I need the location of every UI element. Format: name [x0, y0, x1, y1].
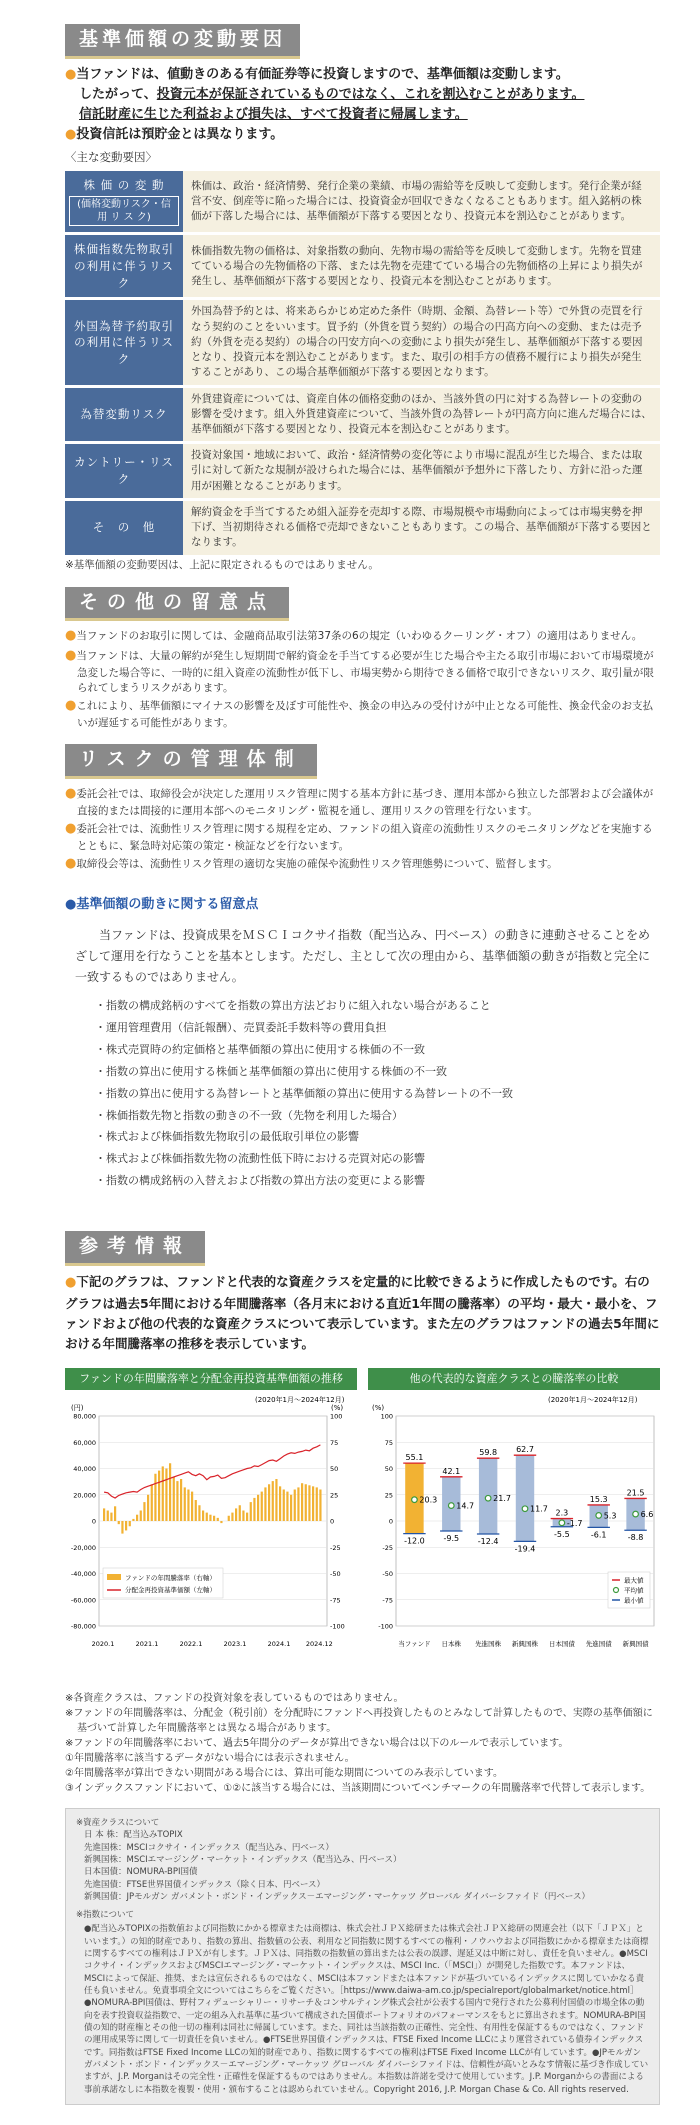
return-bar: [165, 1468, 167, 1521]
return-bar: [316, 1487, 318, 1521]
reason-item: ・ 株式および株価指数先物取引の最低取引単位の影響: [95, 1129, 660, 1145]
y-tick-label: -100: [378, 1622, 393, 1631]
return-bar: [107, 1510, 109, 1521]
charts-row: [65, 1368, 660, 1685]
y-axis-unit: (%): [372, 1403, 385, 1412]
avg-value-label: 21.7: [493, 1493, 511, 1503]
bullet-text: 委託会社では、取締役会が決定した運用リスク管理に関する基本方針に基づき、運用本部から独立した部署および会議体が直接的または間接的に運用本部へのモニタリング・監視を通し、運用リスクの管理を行ないます。: [76, 788, 654, 817]
bullet-item: [65, 647, 660, 696]
reason-item: ・ 指数の算出に使用する為替レートと基準価額の算出に使用する為替レートの不一致: [95, 1086, 660, 1102]
min-value-label: -9.5: [443, 1533, 460, 1543]
max-value-label: 55.1: [405, 1452, 424, 1462]
bullet-text: 当ファンドは、大量の解約が発生し短期間で解約資金を手当てする必要が生じた場合や主たる取引市場において市場環境が急変した場合等に、一時的に組入資産の流動性が低下し、市場実勢から期待できる価格で取引できないリスク、取引量が限られてしまうリスクがあります。: [76, 650, 654, 695]
nav-movement-heading-text: 基準価額の動きに関する留意点: [76, 897, 259, 912]
other-notes-list: [65, 627, 660, 731]
avg-value-label: 14.7: [456, 1501, 475, 1511]
return-bar: [103, 1508, 105, 1521]
left-tick-label: -40,000: [70, 1569, 96, 1578]
x-tick-label: 2022.1: [179, 1639, 203, 1648]
min-value-label: -19.4: [514, 1543, 536, 1553]
risk-key: [65, 171, 183, 233]
legend-swatch-bar: [107, 1574, 121, 1580]
return-bar: [283, 1489, 285, 1521]
return-bar: [143, 1502, 145, 1521]
reason-item: ・ 運用管理費用（信託報酬）、売買委託手数料等の費用負担: [95, 1020, 660, 1036]
index-title: ※指数について: [76, 1910, 134, 1921]
return-bar: [132, 1518, 134, 1520]
return-bar: [228, 1515, 230, 1520]
return-bar: [118, 1521, 120, 1524]
lead-line-3: 信託財産に生じた利益および損失は、すべて投資者に帰属します。: [79, 106, 468, 122]
asset-class-title: ※資産クラスについて: [76, 1817, 160, 1828]
asset-class-list: [76, 1829, 649, 1903]
x-tick-label: 2023.1: [223, 1639, 247, 1648]
left-axis-unit: (円): [71, 1403, 84, 1412]
right-tick-label: 100: [330, 1412, 343, 1421]
left-tick-label: -20,000: [70, 1543, 96, 1552]
return-bar: [242, 1510, 244, 1521]
lead-block: [65, 65, 660, 146]
return-bar: [294, 1489, 296, 1521]
bullet-icon: ●: [65, 897, 77, 912]
range-bar: [516, 1455, 534, 1541]
risk-description: 投資対象国・地域において、政治・経済情勢の変化等により市場に混乱が生じた場合、または取引に対して新たな規制が設けられた場合には、基準価額が予想外に下落したり、方針に沿った運用が困難となることがあります。: [183, 444, 660, 498]
risk-key-label: そ の 他: [92, 520, 156, 535]
avg-marker: [485, 1495, 491, 1501]
return-bar: [162, 1466, 164, 1521]
min-value-label: -6.1: [590, 1529, 607, 1539]
right-tick-label: -25: [330, 1543, 341, 1552]
risk-description: 株価は、政治・経済情勢、発行企業の業績、市場の需給等を反映して変動します。発行企業が経営不安、倒産等に陥った場合には、投資資金が回収できなくなることもあります。組入銘柄の株価が下落した場合には、基準価額が下落する要因となり、投資元本を割込むことがあります。: [183, 171, 660, 233]
bullet-item: [65, 820, 660, 854]
risk-key-label: 株価指数先物取引の利用に伴うリスク: [74, 242, 174, 290]
risk-row: [65, 235, 660, 297]
chart-note: ②年間騰落率が算出できない期間がある場合には、算出可能な期間についてのみ表示しています。: [65, 1767, 503, 1779]
avg-value-label: 11.7: [530, 1504, 548, 1514]
avg-value-label: 5.3: [603, 1510, 617, 1520]
risk-key: [65, 388, 183, 442]
min-value-label: -12.0: [404, 1536, 425, 1546]
min-value-label: -5.5: [554, 1529, 570, 1539]
bullet-item: [65, 855, 660, 874]
max-value-label: 59.8: [479, 1447, 498, 1457]
risk-key-label: 株 価 の 変 動: [83, 177, 165, 192]
right-tick-label: 50: [330, 1464, 339, 1473]
category-label: 新興国株: [512, 1639, 538, 1648]
section-heading-nav-factors: 基準価額の変動要因: [65, 24, 300, 59]
bullet-icon: ●: [65, 1274, 77, 1290]
right-tick-label: 25: [330, 1490, 339, 1499]
risk-key: [65, 501, 183, 555]
return-bar: [261, 1491, 263, 1520]
avg-marker: [522, 1505, 528, 1511]
return-bar: [180, 1479, 182, 1521]
chart-notes: [65, 1691, 660, 1796]
bullet-text: 当ファンドのお取引に関しては、金融商品取引法第37条の6の規定（いわゆるクーリング・オフ）の適用はありません。: [76, 630, 643, 643]
bullet-icon: ●: [65, 698, 77, 714]
avg-marker: [559, 1520, 565, 1526]
chart-note: ※ファンドの年間騰落率において、過去5年間分のデータが算出できない場合は以下のルールで表示しています。: [65, 1737, 569, 1749]
max-value-label: 2.3: [555, 1508, 569, 1518]
return-bar: [250, 1502, 252, 1521]
return-bar: [206, 1512, 208, 1520]
index-disclaimer: ●配当込みTOPIXの指数値および同指数にかかる標章または商標は、株式会社ＪＰＸ総研または株式会社ＪＰＸ総研の関連会社（以下「ＪＰＸ」といいます。）の知的財産であり、指数の算出、指数値の公表、利用など同指数に関するすべての権利・ノウハウおよび同指数にかかる標章または商標に関するすべての権利はＪＰＸが有します。ＪＰＸは、同指数の指数値の算出または公表の誤謬、遅延又は中断に対し、責任を負いません。●MSCIコクサイ・インデックスおよびMSCIエマージング・マーケット・インデックスは、MSCI Inc.（「MSCI」）が開発した指数です。本ファンドは、MSCIによって保証、推奨、または宣伝されるものではなく、MSCIは本ファンドまたは本ファンドが基づいているインデックスに関していかなる責任も負いません。免責事項全文についてはこちらをご覧ください。［https://www.daiwa-am.co.jp/specialreport/globalmarket/notice.html］●NOMURA-BPI国債は、野村フィデューシャリー・リサーチ＆コンサルティング株式会社が公表する国内で発行された公募利付国債の市場全体の動向を表す投資収益指数で、一定の組み入れ基準に基づいて構成された国債ポートフォリオのパフォーマンスをもとに算出されます。NOMURA-BPI国債の知的財産権とその他一切の権利は同社に帰属しています。また、同社は当該指数の正確性、完全性、有用性を保証するものではなく、ファンドの運用成果等に関して一切責任を負いません。●FTSE世界国債インデックスは、FTSE Fixed Income LLCにより運営されている債券インデックスです。同指数はFTSE Fixed Income LLCの知的財産であり、指数に関するすべての権利はFTSE Fixed Income LLCが有しています。●JPモルガン ガバメント・ボンド・インデックス－エマージング・マーケッツ グローバル ダイバーシファイドは、信頼性が高いとみなす情報に基づき作成していますが、J.P. Morganはその完全性・正確性を保証するものではありません。本指数は許諾を受けて使用しています。J.P. Morganからの書面による事前承諾なしに本指数を複製・使用・頒布することは認められていません。Copyright 2016, J.P. Morgan Chase & Co. All rights reserved.: [84, 1924, 649, 2095]
asset-class-item: 新興国株：MSCIエマージング・マーケット・インデックス（配当込み、円ベース）: [84, 1854, 402, 1865]
y-tick-label: 75: [384, 1438, 393, 1447]
avg-marker: [633, 1511, 639, 1517]
risk-row: [65, 171, 660, 233]
risk-row: [65, 300, 660, 384]
left-chart: [65, 1368, 357, 1685]
lead-line-1: 当ファンドは、値動きのある有価証券等に投資しますので、基準価額は変動します。: [76, 66, 569, 82]
return-bar: [305, 1484, 307, 1521]
risk-key-sub: (価格変動リスク・信 用 リ ス ク): [69, 196, 179, 226]
nav-movement-heading: [65, 896, 660, 915]
return-bar: [217, 1517, 219, 1520]
avg-marker: [448, 1502, 454, 1508]
legend-label: 分配金再投資基準価額（左軸）: [125, 1585, 216, 1594]
risk-description: 外国為替予約とは、将来あらかじめ定めた条件（時期、金額、為替レート等）で外貨の売買を行なう契約のことをいいます。買予約（外貨を買う契約）の場合の円高方向への変動、または売予約（外貨を売る契約）の場合の円安方向への変動により損失が発生し、基準価額が下落する要因となり、投資元本を割込むことがあります。また、取引の相手方の債務不履行により損失が発生することがあり、この場合基準価額が下落する要因となります。: [183, 300, 660, 384]
reason-item: ・ 指数の算出に使用する株価と基準価額の算出に使用する株価の不一致: [95, 1064, 660, 1080]
risk-description: 株価指数先物の価格は、対象指数の動向、先物市場の需給等を反映して変動します。先物を買建てている場合の先物価格の下落、または先物を売建てている場合の先物価格の上昇により損失が発生し、基準価額が下落する要因となり、投資元本を割込むことがあります。: [183, 235, 660, 297]
category-label: 先進国債: [585, 1639, 612, 1648]
period-label: (2020年1月～2024年12月): [548, 1395, 638, 1404]
right-tick-label: 75: [330, 1438, 339, 1447]
footer-box: [65, 1808, 660, 2105]
x-tick-label: 2020.1: [91, 1639, 115, 1648]
left-tick-label: 60,000: [73, 1438, 96, 1447]
right-axis-unit: (%): [331, 1403, 344, 1412]
risk-key-label: 外国為替予約取引の利用に伴うリスク: [74, 318, 174, 366]
return-bar: [173, 1476, 175, 1520]
legend-label: 平均値: [624, 1586, 644, 1595]
avg-value-label: 6.6: [640, 1509, 654, 1519]
return-bar: [198, 1505, 200, 1521]
legend-label: 最大値: [624, 1576, 644, 1585]
chart-note: ※各資産クラスは、ファンドの投資対象を表しているものではありません。: [65, 1692, 404, 1704]
return-bar: [301, 1483, 303, 1521]
risk-row: [65, 444, 660, 498]
chart-note: ③インデックスファンドにおいて、①②に該当する場合には、当該期間についてベンチマークの年間騰落率で代替して表示します。: [65, 1782, 651, 1794]
lead-line-2a: したがって、: [79, 86, 157, 102]
return-bar: [202, 1510, 204, 1521]
bullet-item: [65, 627, 660, 646]
max-value-label: 42.1: [442, 1466, 461, 1476]
return-bar: [220, 1521, 222, 1523]
reference-lead: [65, 1272, 660, 1354]
asset-class-item: 先進国株：MSCIコクサイ・インデックス（配当込み、円ベース）: [84, 1842, 334, 1853]
return-bar: [129, 1521, 131, 1526]
y-tick-label: 100: [380, 1412, 393, 1421]
return-bar: [272, 1481, 274, 1521]
bullet-item: [65, 785, 660, 819]
reason-item: ・ 株式売買時の約定価格と基準価額の算出に使用する株価の不一致: [95, 1042, 660, 1058]
return-bar: [191, 1491, 193, 1520]
return-bar: [286, 1491, 288, 1520]
avg-marker: [596, 1512, 602, 1518]
risk-key: [65, 444, 183, 498]
right-chart-title: 他の代表的な資産クラスとの騰落率の比較: [368, 1368, 660, 1390]
return-bar: [239, 1505, 241, 1521]
return-bar: [125, 1521, 127, 1530]
return-bar: [253, 1497, 255, 1520]
risk-description: 外貨建資産については、資産自体の価格変動のほか、当該外貨の円に対する為替レートの変動の影響を受けます。組入外貨建資産について、当該外貨の為替レートが円高方向に進んだ場合には、基準価額が下落する要因となり、投資元本を割込むことがあります。: [183, 388, 660, 442]
lead-line-2b: 投資元本が保証されているものではなく、これを割込むことがあります。: [156, 86, 585, 102]
bullet-icon: ●: [65, 786, 77, 802]
risk-row: [65, 501, 660, 555]
asset-class-item: 新興国債：JPモルガン ガバメント・ボンド・インデックス－エマージング・マーケッツ グローバル ダイバーシファイド（円ベース）: [84, 1891, 590, 1902]
return-bar: [312, 1486, 314, 1521]
return-bar: [264, 1487, 266, 1521]
avg-marker: [412, 1496, 418, 1502]
return-bar: [136, 1514, 138, 1520]
reason-item: ・ 株式および株価指数先物の流動性低下時における売買対応の影響: [95, 1151, 660, 1167]
min-value-label: -12.4: [477, 1536, 499, 1546]
category-label: 日本株: [441, 1639, 462, 1648]
bullet-item: [65, 697, 660, 731]
asset-class-item: 日本国債：NOMURA-BPI国債: [84, 1867, 198, 1878]
bullet-text: これにより、基準価額にマイナスの影響を及ぼす可能性や、換金の申込みの受付けが中止となる可能性、換金代金のお支払いが遅延する可能性があります。: [76, 700, 654, 730]
max-value-label: 62.7: [516, 1444, 534, 1454]
asset-class-item: 先進国債：FTSE世界国債インデックス（除く日本、円ベース）: [84, 1879, 326, 1890]
category-label: 先進国株: [475, 1639, 502, 1648]
bullet-icon: ●: [65, 648, 77, 664]
bullet-icon: ●: [65, 126, 77, 142]
return-bar: [268, 1484, 270, 1521]
bullet-text: 取締役会等は、流動性リスク管理の適切な実施の確保や流動性リスク管理態勢について、監督します。: [76, 858, 558, 871]
avg-value-label: -1.7: [566, 1518, 583, 1528]
bullet-icon: ●: [65, 628, 77, 644]
risk-key-label: 為替変動リスク: [80, 407, 168, 422]
right-chart-svg: [368, 1390, 660, 1680]
reference-lead-text: 下記のグラフは、ファンドと代表的な資産クラスを定量的に比較できるように作成したものです。右のグラフは過去5年間における年間騰落率（各月末における直近1年間の騰落率）の平均・最大・最小を、ファンドおよび他の代表的な資産クラスについて表示しています。また左のグラフはファンドの過去5年間における年間騰落率の推移を表示しています。: [65, 1273, 660, 1351]
max-value-label: 21.5: [626, 1487, 645, 1497]
return-bar: [158, 1470, 160, 1520]
return-bar: [121, 1521, 123, 1534]
legend-label: ファンドの年間騰落率（右軸）: [125, 1573, 216, 1582]
return-bar: [290, 1494, 292, 1520]
nav-movement-paragraph: 当ファンドは、投資成果をＭＳＣＩコクサイ指数（配当込み、円ベース）の動きに連動させることをめざして運用を行なうことを基本とします。ただし、主として次の理由から、基準価額の動きが指数と完全に一致するものではありません。: [75, 927, 651, 984]
return-bar: [275, 1479, 277, 1521]
legend-label: 最小値: [624, 1596, 644, 1605]
risk-table: [65, 168, 660, 558]
left-tick-label: 20,000: [73, 1490, 96, 1499]
x-tick-label: 2024.12: [305, 1639, 333, 1648]
y-tick-label: 25: [384, 1490, 393, 1499]
return-bar: [147, 1494, 149, 1520]
y-tick-label: -50: [382, 1569, 393, 1578]
risk-table-title: 〈主な変動要因〉: [65, 150, 157, 165]
reason-item: ・ 指数の構成銘柄のすべてを指数の算出方法どおりに組入れない場合があること: [95, 998, 660, 1014]
nav-movement-reasons: [95, 998, 660, 1189]
return-bar: [308, 1485, 310, 1521]
bullet-icon: ●: [65, 856, 77, 872]
y-tick-label: 0: [388, 1517, 393, 1526]
return-bar: [169, 1463, 171, 1521]
y-tick-label: -75: [382, 1595, 393, 1604]
chart-note: ①年間騰落率に該当するデータがない場合には表示されません。: [65, 1752, 355, 1764]
return-bar: [279, 1486, 281, 1521]
return-bar: [257, 1494, 259, 1520]
right-tick-label: -50: [330, 1569, 341, 1578]
nav-line: [104, 1444, 320, 1497]
lead-line-4: 投資信託は預貯金とは異なります。: [76, 126, 284, 142]
left-chart-svg: [65, 1390, 357, 1680]
right-chart: [368, 1368, 660, 1685]
category-label: 新興国債: [622, 1639, 649, 1648]
section-heading-risk-management: リスクの管理体制: [65, 744, 317, 779]
asset-class-item: 日 本 株：配当込みTOPIX: [84, 1830, 183, 1841]
risk-key: [65, 300, 183, 384]
bullet-icon: ●: [65, 821, 77, 837]
reason-item: ・ 株価指数先物と指数の動きの不一致（先物を利用した場合）: [95, 1108, 660, 1124]
section-heading-reference: 参考情報: [65, 1231, 205, 1266]
left-tick-label: 80,000: [73, 1412, 96, 1421]
left-tick-label: 40,000: [73, 1464, 96, 1473]
left-tick-label: -60,000: [70, 1595, 96, 1604]
return-bar: [187, 1489, 189, 1521]
right-tick-label: -75: [330, 1595, 341, 1604]
risk-row: [65, 388, 660, 442]
return-bar: [176, 1481, 178, 1521]
avg-value-label: 20.3: [419, 1495, 438, 1505]
return-bar: [246, 1512, 248, 1520]
return-bar: [140, 1510, 142, 1521]
min-value-label: -8.8: [627, 1532, 644, 1542]
bullet-text: 委託会社では、流動性リスク管理に関する規程を定め、ファンドの組入資産の流動性リスクのモニタリングなどを実施するとともに、緊急時対応策の策定・検証などを行ないます。: [76, 823, 653, 852]
section-heading-other-notes: その他の留意点: [65, 587, 289, 622]
risk-key: [65, 235, 183, 297]
left-tick-label: -80,000: [70, 1622, 96, 1631]
return-bar: [297, 1487, 299, 1521]
risk-key-label: カントリー・リスク: [74, 455, 174, 487]
chart-note: ※ファンドの年間騰落率は、分配金（税引前）を分配時にファンドへ再投資したものとみなして計算したもので、実際の基準価額に基づいて計算した年間騰落率とは異なる場合があります。: [65, 1707, 653, 1734]
category-label: 当ファンド: [398, 1639, 431, 1648]
left-tick-label: 0: [91, 1517, 96, 1526]
return-bar: [213, 1515, 215, 1520]
left-chart-title: ファンドの年間騰落率と分配金再投資基準価額の推移: [65, 1368, 357, 1390]
return-bar: [114, 1506, 116, 1521]
max-value-label: 15.3: [589, 1494, 608, 1504]
period-label: (2020年1月～2024年12月): [255, 1395, 345, 1404]
y-tick-label: -25: [382, 1543, 393, 1552]
x-tick-label: 2024.1: [267, 1639, 291, 1648]
return-bar: [151, 1484, 153, 1521]
risk-management-list: [65, 785, 660, 874]
return-bar: [195, 1500, 197, 1521]
right-tick-label: -100: [330, 1622, 345, 1631]
return-bar: [110, 1512, 112, 1520]
return-bar: [231, 1512, 233, 1520]
return-bar: [319, 1489, 321, 1521]
legend-swatch: [614, 1587, 619, 1592]
risk-note: ※基準価額の変動要因は、上記に限定されるものではありません。: [65, 558, 379, 571]
right-tick-label: 0: [330, 1517, 335, 1526]
category-label: 日本国債: [548, 1639, 575, 1648]
return-bar: [184, 1487, 186, 1521]
x-tick-label: 2021.1: [135, 1639, 159, 1648]
return-bar: [235, 1508, 237, 1521]
risk-description: 解約資金を手当てするため組入証券を売却する際、市場規模や市場動向によっては市場実勢を押下げ、当初期待される価格で売却できないこともあります。この場合、基準価額が下落する要因となります。: [183, 501, 660, 555]
reason-item: ・ 指数の構成銘柄の入替えおよび指数の算出方法の変更による影響: [95, 1173, 660, 1189]
bullet-icon: ●: [65, 66, 77, 82]
y-tick-label: 50: [384, 1464, 393, 1473]
return-bar: [209, 1514, 211, 1520]
return-bar: [154, 1473, 156, 1520]
